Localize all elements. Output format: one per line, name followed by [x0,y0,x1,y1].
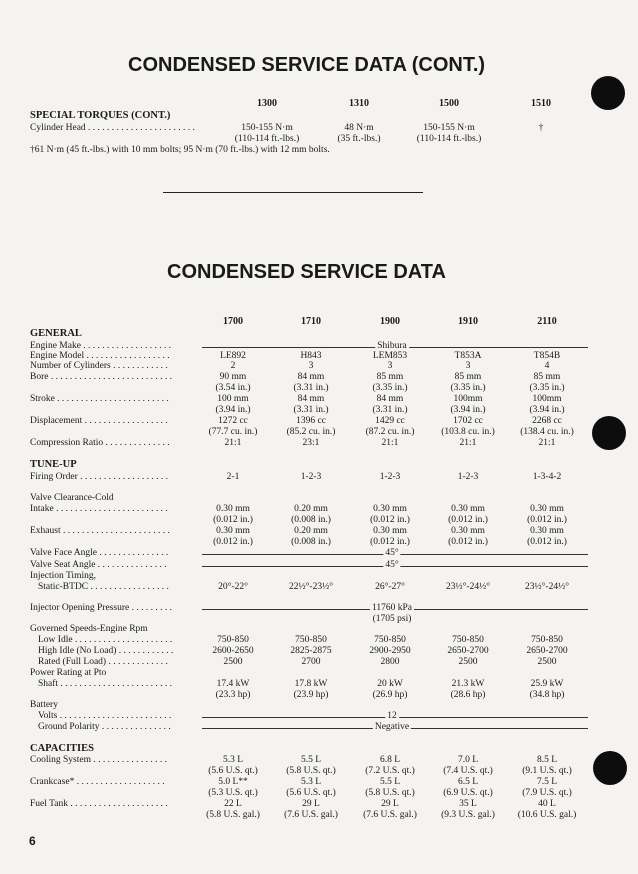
cell-low-idle: 750-850 [295,635,327,645]
cell-stroke: 84 mm [297,394,325,404]
cell-stroke: (3.94 in.) [529,405,565,415]
section-divider [163,192,423,193]
cell-engine-model: LE892 [220,351,246,361]
cell-intake: (0.008 in.) [291,515,331,525]
cylinder-head-label: Cylinder Head . . . . . . . . . . . . . . . . . . . . . . . [30,123,195,133]
cell-intake: (0.012 in.) [370,515,410,525]
cell-bore: (3.35 in.) [372,383,408,393]
label-displacement: Displacement . . . . . . . . . . . . . . . . . . [30,416,168,426]
span-ground: Negative [374,722,410,732]
cell-crankcase: 5.3 L [300,777,322,787]
cell-firing: 2-1 [226,472,240,482]
section-tuneup: TUNE-UP [30,459,77,470]
span-volts: 12 [387,711,397,721]
cell-cooling: (7.2 U.S. qt.) [365,766,415,776]
torque-1310-metric: 48 N·m [344,123,374,133]
cell-num-cyl: 2 [230,361,236,371]
label-governed-speeds: Governed Speeds-Engine Rpm [30,624,148,634]
cell-stroke: (3.31 in.) [293,405,329,415]
cell-bore: 84 mm [297,372,325,382]
label-battery: Battery [30,700,58,710]
cell-exhaust: 0.30 mm [451,526,485,536]
cell-fuel-tank: 40 L [538,799,556,809]
cell-high-idle: 2825-2875 [290,646,332,656]
cell-cooling: (5.6 U.S. qt.) [208,766,258,776]
label-valve-face: Valve Face Angle . . . . . . . . . . . . . . . [30,548,169,558]
cell-exhaust: 0.30 mm [216,526,250,536]
cell-shaft: (28.6 hp) [450,690,486,700]
cell-intake: (0.012 in.) [213,515,253,525]
label-injection-timing: Injection Timing, [30,571,96,581]
label-engine-model: Engine Model . . . . . . . . . . . . . . . . . . [30,351,170,361]
cell-rated: 2500 [537,657,557,667]
cell-exhaust: (0.012 in.) [448,537,488,547]
label-shaft: Shaft . . . . . . . . . . . . . . . . . . . . . . . . [38,679,173,689]
page-number: 6 [29,834,36,848]
cell-cooling: 8.5 L [536,755,558,765]
cell-bore: 85 mm [533,372,561,382]
cell-crankcase: (7.9 U.S. qt.) [522,788,572,798]
section-capacities: CAPACITIES [30,743,94,754]
cell-crankcase: (5.8 U.S. qt.) [365,788,415,798]
cell-stroke: (3.31 in.) [372,405,408,415]
cell-static-btdc: 23½°-24½° [524,582,569,592]
label-stroke: Stroke . . . . . . . . . . . . . . . . . . . . . . . . [30,394,169,404]
cell-intake: (0.012 in.) [448,515,488,525]
cell-stroke: (3.94 in.) [215,405,251,415]
cell-fuel-tank: 29 L [302,799,320,809]
section-general: GENERAL [30,328,82,339]
cell-fuel-tank: 29 L [381,799,399,809]
label-volts: Volts . . . . . . . . . . . . . . . . . . . . . . . . [38,711,172,721]
cell-engine-model: H843 [300,351,322,361]
cell-intake: (0.012 in.) [527,515,567,525]
cell-crankcase: 5.0 L** [218,777,248,787]
cell-fuel-tank: (9.3 U.S. gal.) [441,810,495,820]
cell-low-idle: 750-850 [217,635,249,645]
cell-exhaust: (0.012 in.) [370,537,410,547]
torque-footnote: †61 N·m (45 ft.-lbs.) with 10 mm bolts; 95 N·m (70 ft.-lbs.) with 12 mm bolts. [30,145,330,155]
cell-cooling: 6.8 L [379,755,401,765]
cell-stroke: 100 mm [217,394,249,404]
span-valve-face: 45° [385,548,399,558]
cell-exhaust: 0.20 mm [294,526,328,536]
label-low-idle: Low Idle . . . . . . . . . . . . . . . . . . . . . [38,635,173,645]
cell-cooling: (9.1 U.S. qt.) [522,766,572,776]
cell-bore: 85 mm [454,372,482,382]
cell-displacement: 1396 cc [296,416,326,426]
cell-bore: 85 mm [376,372,404,382]
label-power-rating: Power Rating at Pto [30,668,107,678]
label-cooling: Cooling System . . . . . . . . . . . . . . . . [30,755,167,765]
torque-1300-metric: 150-155 N·m [241,123,293,133]
cell-shaft: 17.4 kW [216,679,250,689]
cell-crankcase: (5.3 U.S. qt.) [208,788,258,798]
cell-rated: 2700 [301,657,321,667]
label-engine-make: Engine Make . . . . . . . . . . . . . . . . . . . [30,341,172,351]
cell-intake: 0.30 mm [216,504,250,514]
span-injector-pressure-psi: (1705 psi) [372,614,412,624]
punch-hole-2 [592,416,626,450]
title-top: CONDENSED SERVICE DATA (CONT.) [128,54,486,76]
cell-high-idle: 2600-2650 [212,646,254,656]
cell-exhaust: 0.30 mm [373,526,407,536]
cell-rated: 2500 [223,657,243,667]
cell-high-idle: 2900-2950 [369,646,411,656]
label-high-idle: High Idle (No Load) . . . . . . . . . . . . [38,646,174,656]
cell-shaft: (26.9 hp) [372,690,408,700]
cell-shaft: 20 kW [377,679,403,689]
label-exhaust: Exhaust . . . . . . . . . . . . . . . . . . . . . . . [30,526,170,536]
cell-stroke: 100mm [453,394,483,404]
span-injector-pressure: 11760 kPa [371,603,413,613]
cell-fuel-tank: 22 L [224,799,242,809]
torque-1500-imperial: (110-114 ft.-lbs.) [416,134,482,144]
cell-stroke: (3.94 in.) [450,405,486,415]
cell-displacement: 1272 cc [218,416,248,426]
cell-cooling: 5.3 L [222,755,244,765]
torque-1310-imperial: (35 ft.-lbs.) [337,134,381,144]
cell-bore: (3.54 in.) [215,383,251,393]
cell-shaft: 21.3 kW [451,679,485,689]
cell-displacement: 1702 cc [453,416,483,426]
cell-num-cyl: 3 [387,361,393,371]
cell-crankcase: 7.5 L [536,777,558,787]
cell-fuel-tank: (7.6 U.S. gal.) [363,810,417,820]
label-valve-clearance: Valve Clearance-Cold [30,493,114,503]
cell-cooling: (5.8 U.S. qt.) [286,766,336,776]
top-model-1300: 1300 [257,98,277,109]
cell-cooling: (7.4 U.S. qt.) [443,766,493,776]
span-valve-seat: 45° [385,560,399,570]
model-1710: 1710 [301,316,321,327]
cell-exhaust: (0.008 in.) [291,537,331,547]
cell-static-btdc: 20°-22° [218,582,248,592]
label-num-cylinders: Number of Cylinders . . . . . . . . . . . . [30,361,168,371]
punch-hole-3 [593,751,627,785]
cell-intake: 0.30 mm [373,504,407,514]
cell-intake: 0.30 mm [530,504,564,514]
cell-engine-model: T854B [533,351,561,361]
cell-rated: 2500 [458,657,478,667]
label-injector-pressure: Injector Opening Pressure . . . . . . . . . [30,603,172,613]
cell-firing: 1-2-3 [379,472,401,482]
cell-firing: 1-2-3 [300,472,322,482]
model-2110: 2110 [537,316,557,327]
cell-compression: 21:1 [459,438,477,448]
label-intake: Intake . . . . . . . . . . . . . . . . . . . . . . . . [30,504,168,514]
torque-1500-metric: 150-155 N·m [423,123,475,133]
cell-low-idle: 750-850 [531,635,563,645]
cell-fuel-tank: (5.8 U.S. gal.) [206,810,260,820]
cell-high-idle: 2650-2700 [447,646,489,656]
label-rated: Rated (Full Load) . . . . . . . . . . . . . [38,657,168,667]
cell-shaft: (23.3 hp) [215,690,251,700]
span-engine-make: Shibura [377,341,407,351]
cell-static-btdc: 26°-27° [375,582,405,592]
model-1910: 1910 [458,316,478,327]
model-1900: 1900 [380,316,400,327]
cell-displacement: 2268 cc [532,416,562,426]
cell-low-idle: 750-850 [374,635,406,645]
punch-hole-1 [591,76,625,110]
cell-displacement: (103.8 cu. in.) [441,427,495,437]
cell-crankcase: (6.9 U.S. qt.) [443,788,493,798]
cell-bore: (3.35 in.) [529,383,565,393]
cell-stroke: 84 mm [376,394,404,404]
cell-compression: 21:1 [224,438,242,448]
cell-crankcase: (5.6 U.S. qt.) [286,788,336,798]
cell-static-btdc: 22½°-23½° [288,582,333,592]
cell-bore: (3.31 in.) [293,383,329,393]
torque-1300-imperial: (110-114 ft.-lbs.) [234,134,300,144]
cell-compression: 21:1 [381,438,399,448]
cell-shaft: (34.8 hp) [529,690,565,700]
cell-num-cyl: 3 [308,361,314,371]
cell-exhaust: (0.012 in.) [527,537,567,547]
label-crankcase: Crankcase* . . . . . . . . . . . . . . . . . . . [30,777,165,787]
title-main: CONDENSED SERVICE DATA [167,261,446,283]
cell-displacement: (138.4 cu. in.) [520,427,574,437]
cell-compression: 23:1 [302,438,320,448]
cell-rated: 2800 [380,657,400,667]
top-model-1500: 1500 [439,98,459,109]
top-model-1310: 1310 [349,98,369,109]
cell-displacement: 1429 cc [375,416,405,426]
cell-num-cyl: 4 [544,361,550,371]
cell-firing: 1-2-3 [457,472,479,482]
cell-engine-model: LEM853 [372,351,408,361]
cell-shaft: 17.8 kW [294,679,328,689]
cell-fuel-tank: (7.6 U.S. gal.) [284,810,338,820]
cell-displacement: (85.2 cu. in.) [286,427,336,437]
cell-exhaust: (0.012 in.) [213,537,253,547]
cell-static-btdc: 23½°-24½° [445,582,490,592]
cell-engine-model: T853A [454,351,482,361]
torque-1510-metric: † [538,123,544,133]
cell-shaft: (23.9 hp) [293,690,329,700]
label-firing-order: Firing Order . . . . . . . . . . . . . . . . . . . [30,472,169,482]
model-1700: 1700 [223,316,243,327]
cell-bore: (3.35 in.) [450,383,486,393]
special-torques-heading: SPECIAL TORQUES (CONT.) [30,110,171,121]
cell-crankcase: 5.5 L [379,777,401,787]
cell-stroke: 100mm [532,394,562,404]
cell-displacement: (77.7 cu. in.) [208,427,258,437]
cell-low-idle: 750-850 [452,635,484,645]
cell-intake: 0.20 mm [294,504,328,514]
cell-crankcase: 6.5 L [457,777,479,787]
cell-compression: 21:1 [538,438,556,448]
cell-exhaust: 0.30 mm [530,526,564,536]
cell-fuel-tank: (10.6 U.S. gal.) [517,810,577,820]
cell-fuel-tank: 35 L [459,799,477,809]
cell-cooling: 5.5 L [300,755,322,765]
cell-high-idle: 2650-2700 [526,646,568,656]
label-compression: Compression Ratio . . . . . . . . . . . . . . [30,438,170,448]
cell-intake: 0.30 mm [451,504,485,514]
cell-cooling: 7.0 L [457,755,479,765]
label-static-btdc: Static-BTDC . . . . . . . . . . . . . . . . . [38,582,169,592]
cell-displacement: (87.2 cu. in.) [365,427,415,437]
cell-shaft: 25.9 kW [530,679,564,689]
top-model-1510: 1510 [531,98,551,109]
cell-firing: 1-3-4-2 [532,472,562,482]
label-valve-seat: Valve Seat Angle . . . . . . . . . . . . . . . [30,560,167,570]
label-bore: Bore . . . . . . . . . . . . . . . . . . . . . . . . . . [30,372,172,382]
cell-bore: 90 mm [219,372,247,382]
label-fuel-tank: Fuel Tank . . . . . . . . . . . . . . . . . . . . . [30,799,168,809]
cell-num-cyl: 3 [465,361,471,371]
label-ground-polarity: Ground Polarity . . . . . . . . . . . . . . . [38,722,171,732]
